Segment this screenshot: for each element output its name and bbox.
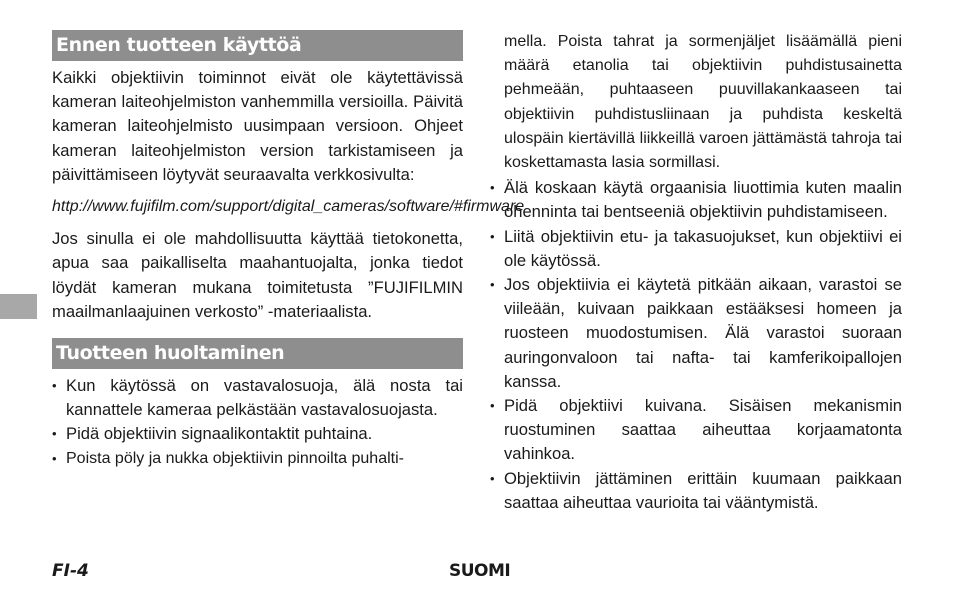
list-item: • Jos objektiivia ei käytetä pitkään aikaan, varastoi se viileään, kuivaan paikkaan estääksesi homeen ja ruosteen muodostumisen. Älä varastoi suoraan auringonvaloon tai nafta- tai kamferikoipallojen kanssa.: [490, 273, 902, 394]
page-number: FI-4: [52, 561, 89, 581]
care-bullet-list: [52, 374, 463, 471]
firmware-paragraph: Kaikki objektiivin toiminnot eivät ole käytettävissä kameran laiteohjelmiston vanhemmilla versioilla. Päivitä kameran laiteohjelmisto uusimpaan versioon. Ohjeet kameran laiteohjelmiston version tarkistamiseen ja päivittämiseen löytyvät seuraavalta verkkosivulta:: [52, 68, 463, 184]
section-heading-care: Tuotteen huoltaminen: [52, 338, 463, 369]
support-paragraph: Jos sinulla ei ole mahdollisuutta käyttää tietokonetta, apua saa paikalliselta maahantuojalta, jonka tiedot löydät kameran mukana toimitetusta ”FUJIFILMIN maailmanlaajuinen verkosto” -materiaalista.: [52, 229, 463, 321]
left-column: [52, 30, 525, 471]
list-item: • Liitä objektiivin etu- ja takasuojukset, kun objektiivi ei ole käytössä.: [490, 225, 902, 273]
list-item: • Poista pöly ja nukka objektiivin pinnoilta puhalti-: [52, 447, 463, 471]
care-bullet-list-continued: [490, 176, 902, 515]
list-item: • Pidä objektiivin signaalikontaktit puhtaina.: [52, 422, 463, 446]
list-item: • Pidä objektiivi kuivana. Sisäisen mekanismin ruostuminen saattaa aiheuttaa korjaamatonta vahinkoa.: [490, 394, 902, 467]
language-label: SUOMI: [449, 561, 511, 581]
list-item: • Kun käytössä on vastavalosuoja, älä nosta tai kannattele kameraa pelkästään vastavalosuojasta.: [52, 374, 463, 422]
section-tab-marker: [0, 294, 37, 319]
right-column: [490, 30, 902, 515]
cleaning-continuation: mella. Poista tahrat ja sormenjäljet lisäämällä pieni määrä etanolia tai objektiivin puhdistusainetta pehmeään, puhtaaseen puuvillakankaaseen tai objektiivin puhdistusliinaan ja puhdista keskeltä ulospäin kiertävillä liikkeillä varoen jättämästä tahroja tai koskettamasta lasia sormillasi.: [504, 33, 902, 172]
firmware-url: http://www.fujifilm.com/support/digital_cameras/software/#firmware: [52, 198, 525, 216]
section-heading-before-use: Ennen tuotteen käyttöä: [52, 30, 463, 61]
list-item: • Objektiivin jättäminen erittäin kuumaan paikkaan saattaa aiheuttaa vaurioita tai vääntymistä.: [490, 467, 902, 515]
list-item: • Älä koskaan käytä orgaanisia liuottimia kuten maalin ohenninta tai bentseeniä objektiivin puhdistamiseen.: [490, 176, 902, 224]
